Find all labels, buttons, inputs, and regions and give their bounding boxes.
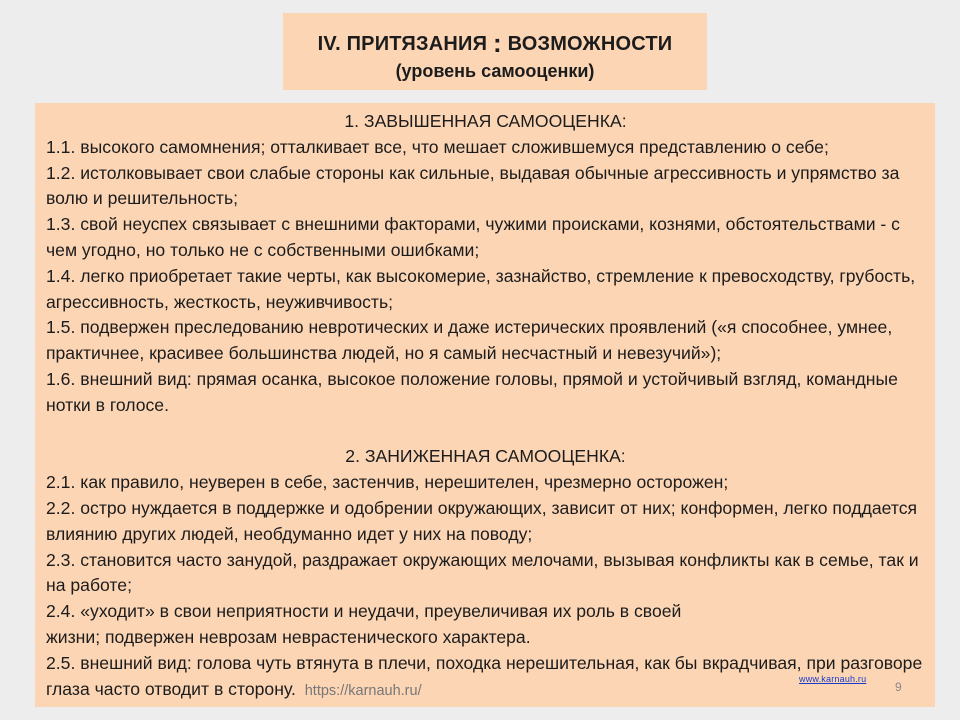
site-url-link[interactable]: https://karnauh.ru/ (304, 682, 422, 699)
list-item: 1.3. свой неуспех связывает с внешними факторами, чужими происками, кознями, обстоятельствами - с чем угодно, но только не с собственными ошибками; (46, 214, 900, 260)
list-item: жизни; подвержен неврозам неврастенического характера. (46, 626, 531, 647)
list-item: 1.6. внешний вид: прямая осанка, высокое положение головы, прямой и устойчивый взгляд, командные нотки в голосе. (46, 368, 898, 415)
content-box (35, 103, 935, 707)
list-item: 2.4. «уходит» в свои неприятности и неудачи, преувеличивая их роль в своей (46, 601, 682, 622)
list-item: 1.2. истолковывает свои слабые стороны как сильные, выдавая обычные агрессивность и упрямство за волю и решительность; (46, 162, 900, 209)
list-item: 1.1. высокого самомнения; отталкивает все, что мешает сложившемуся представлению о себе; (46, 136, 829, 157)
section2-heading: 2. ЗАНИЖЕННАЯ САМООЦЕНКА: (345, 446, 626, 467)
title-main: IV. ПРИТЯЗАНИЯ : ВОЗМОЖНОСТИ (317, 28, 673, 58)
spacer (46, 419, 925, 445)
list-item: 2.3. становится часто занудой, раздражает окружающих мелочами, вызывая конфликты как в семье, так и на работе; (46, 549, 919, 596)
list-item: 1.4. легко приобретает такие черты, как высокомерие, зазнайство, стремление к превосходству, грубость, агрессивность, жесткость, неуживчивость; (46, 265, 916, 312)
section1-heading: 1. ЗАВЫШЕННАЯ САМООЦЕНКА: (344, 111, 627, 131)
slide-title (283, 13, 707, 90)
title-subtitle: (уровень самооценки) (395, 61, 595, 81)
title-colon: : (492, 28, 502, 58)
list-item: 2.5. внешний вид: голова чуть втянута в плечи, походка нерешительная, как бы вкрадчивая, при разговоре глаза часто отводит в сторону. https://karnauh.ru/ (46, 652, 923, 699)
page-number: 9 (895, 680, 902, 694)
watermark-link[interactable]: www.karnauh.ru (799, 674, 867, 684)
list-item: 2.2. остро нуждается в поддержке и одобрении окружающих, зависит от них; конформен, легко поддается влиянию других людей, необдуманно идет у них на поводу; (46, 497, 918, 544)
list-item: 1.5. подвержен преследованию невротических и даже истерических проявлений («я способнее, умнее, практичнее, красивее большинства людей, но я самый несчастный и невезучий»); (46, 317, 893, 364)
list-item: 2.1. как правило, неуверен в себе, застенчив, нерешителен, чрезмерно осторожен; (46, 472, 729, 493)
